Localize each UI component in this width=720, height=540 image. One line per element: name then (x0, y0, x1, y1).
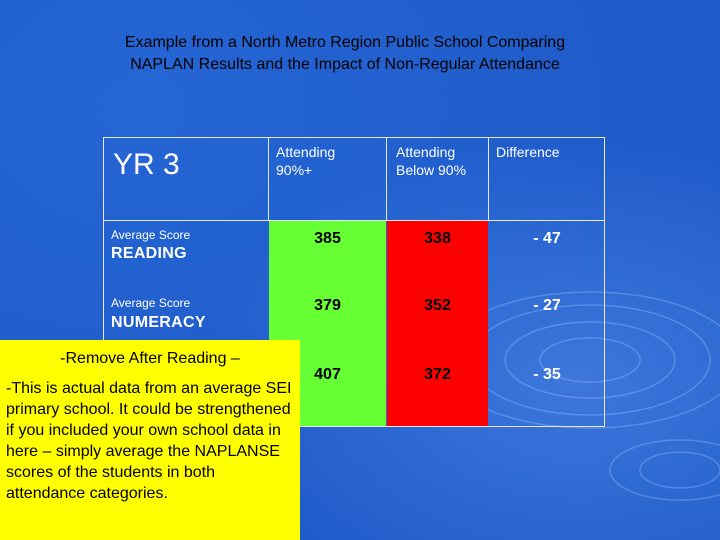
numeracy-below-90-score: 352 (424, 297, 451, 314)
table-col-divider-2 (386, 137, 387, 220)
header-attending-below-90: Attending Below 90% (396, 144, 467, 178)
row-reading-label: READING (111, 245, 187, 262)
header-difference: Difference (496, 144, 560, 160)
slide-title (40, 32, 650, 76)
table-top-border (103, 137, 605, 138)
reading-difference: - 47 (533, 230, 561, 247)
row-reading-small-label: Average Score (111, 228, 191, 242)
reading-below-90-score: 338 (424, 230, 451, 247)
title-line-2: NAPLAN Results and the Impact of Non-Regular Attendance (130, 56, 560, 73)
row3-attending-90-score: 407 (314, 366, 341, 383)
note-body: -This is actual data from an average SEI primary school. It could be strengthened if you included your own school data in here – simply average the NAPLANSE scores of the students in both attendance categories. (6, 380, 292, 502)
numeracy-attending-90-score: 379 (314, 297, 341, 314)
table-col-divider-1 (268, 137, 269, 220)
row-numeracy-small-label: Average Score (111, 296, 191, 310)
year-label: YR 3 (113, 148, 180, 181)
header-attending-90: Attending 90%+ (276, 144, 336, 178)
note-heading: -Remove After Reading – (60, 350, 240, 367)
remove-after-reading-note (0, 340, 300, 540)
numeracy-difference: - 27 (533, 297, 561, 314)
row3-below-90-score: 372 (424, 366, 451, 383)
row-numeracy-label: NUMERACY (111, 314, 206, 331)
title-line-1: Example from a North Metro Region Public School Comparing (124, 34, 566, 51)
reading-attending-90-score: 385 (314, 230, 341, 247)
below-90-column-fill (387, 221, 488, 426)
table-col-divider-3 (488, 137, 489, 220)
row3-difference: - 35 (533, 366, 561, 383)
